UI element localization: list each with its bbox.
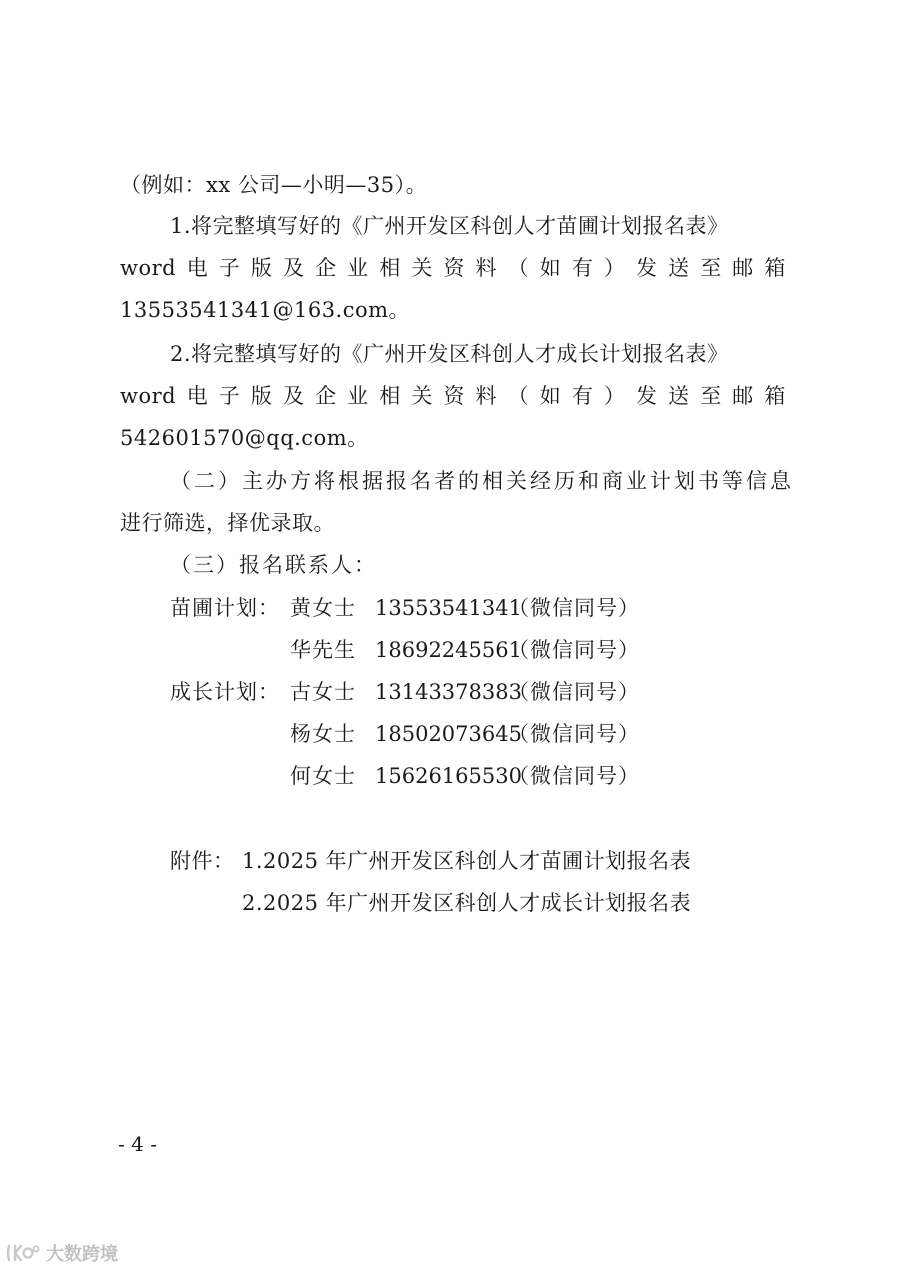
contact-phone: 18692245561: [375, 638, 522, 662]
contact-phone: 15626165530: [375, 764, 522, 788]
contact-row: [170, 761, 650, 791]
contact-name: 杨女士: [290, 722, 356, 746]
contact-phone: 18502073645: [375, 722, 522, 746]
contact-row: [170, 593, 650, 623]
attachment-item-2: 2.2025 年广州开发区科创人才成长计划报名表: [242, 891, 692, 915]
contact-row: [170, 719, 650, 749]
contact-note: （微信同号）: [508, 638, 640, 662]
contact-row: [170, 635, 650, 665]
contact-name: 古女士: [290, 680, 356, 704]
page-number: - 4 -: [118, 1132, 157, 1156]
contact-name: 华先生: [290, 638, 356, 662]
contact-note: （微信同号）: [508, 680, 640, 704]
section2-line2: 进行筛选，择优录取。: [120, 511, 335, 535]
item2-line1: 2.将完整填写好的《广州开发区科创人才成长计划报名表》: [170, 342, 729, 366]
watermark: [6, 1240, 118, 1266]
item2-line2: word 电 子 版 及 企 业 相 关 资 料 （ 如 有 ） 发 送 至 邮 箱: [120, 384, 786, 408]
attachment-item-1: 1.2025 年广州开发区科创人才苗圃计划报名表: [242, 849, 692, 873]
contact-name: 黄女士: [290, 596, 356, 620]
contact-phone: 13553541341: [375, 596, 522, 620]
contact-group: 苗圃计划：: [170, 596, 280, 620]
contact-note: （微信同号）: [508, 722, 640, 746]
contact-name: 何女士: [290, 764, 356, 788]
contact-note: （微信同号）: [508, 596, 640, 620]
brand-logo-icon: [6, 1242, 40, 1264]
section3-heading: （三）报名联系人：: [170, 553, 377, 577]
contact-group: 成长计划：: [170, 680, 280, 704]
item1-email: 13553541341@163.com。: [120, 298, 411, 322]
contact-row: [170, 677, 650, 707]
contact-note: （微信同号）: [508, 764, 640, 788]
contact-phone: 13143378383: [375, 680, 522, 704]
section2-line1: （二）主办方将根据报名者的相关经历和商业计划书等信息: [170, 469, 794, 493]
item1-line2: word 电 子 版 及 企 业 相 关 资 料 （ 如 有 ） 发 送 至 邮 箱: [120, 256, 786, 280]
watermark-text: 大数跨境: [46, 1244, 118, 1265]
example-note: （例如：xx 公司—小明—35）。: [120, 173, 428, 197]
item1-line1: 1.将完整填写好的《广州开发区科创人才苗圃计划报名表》: [170, 214, 729, 238]
item2-email: 542601570@qq.com。: [120, 426, 369, 450]
attachments-label: 附件：: [170, 849, 235, 873]
